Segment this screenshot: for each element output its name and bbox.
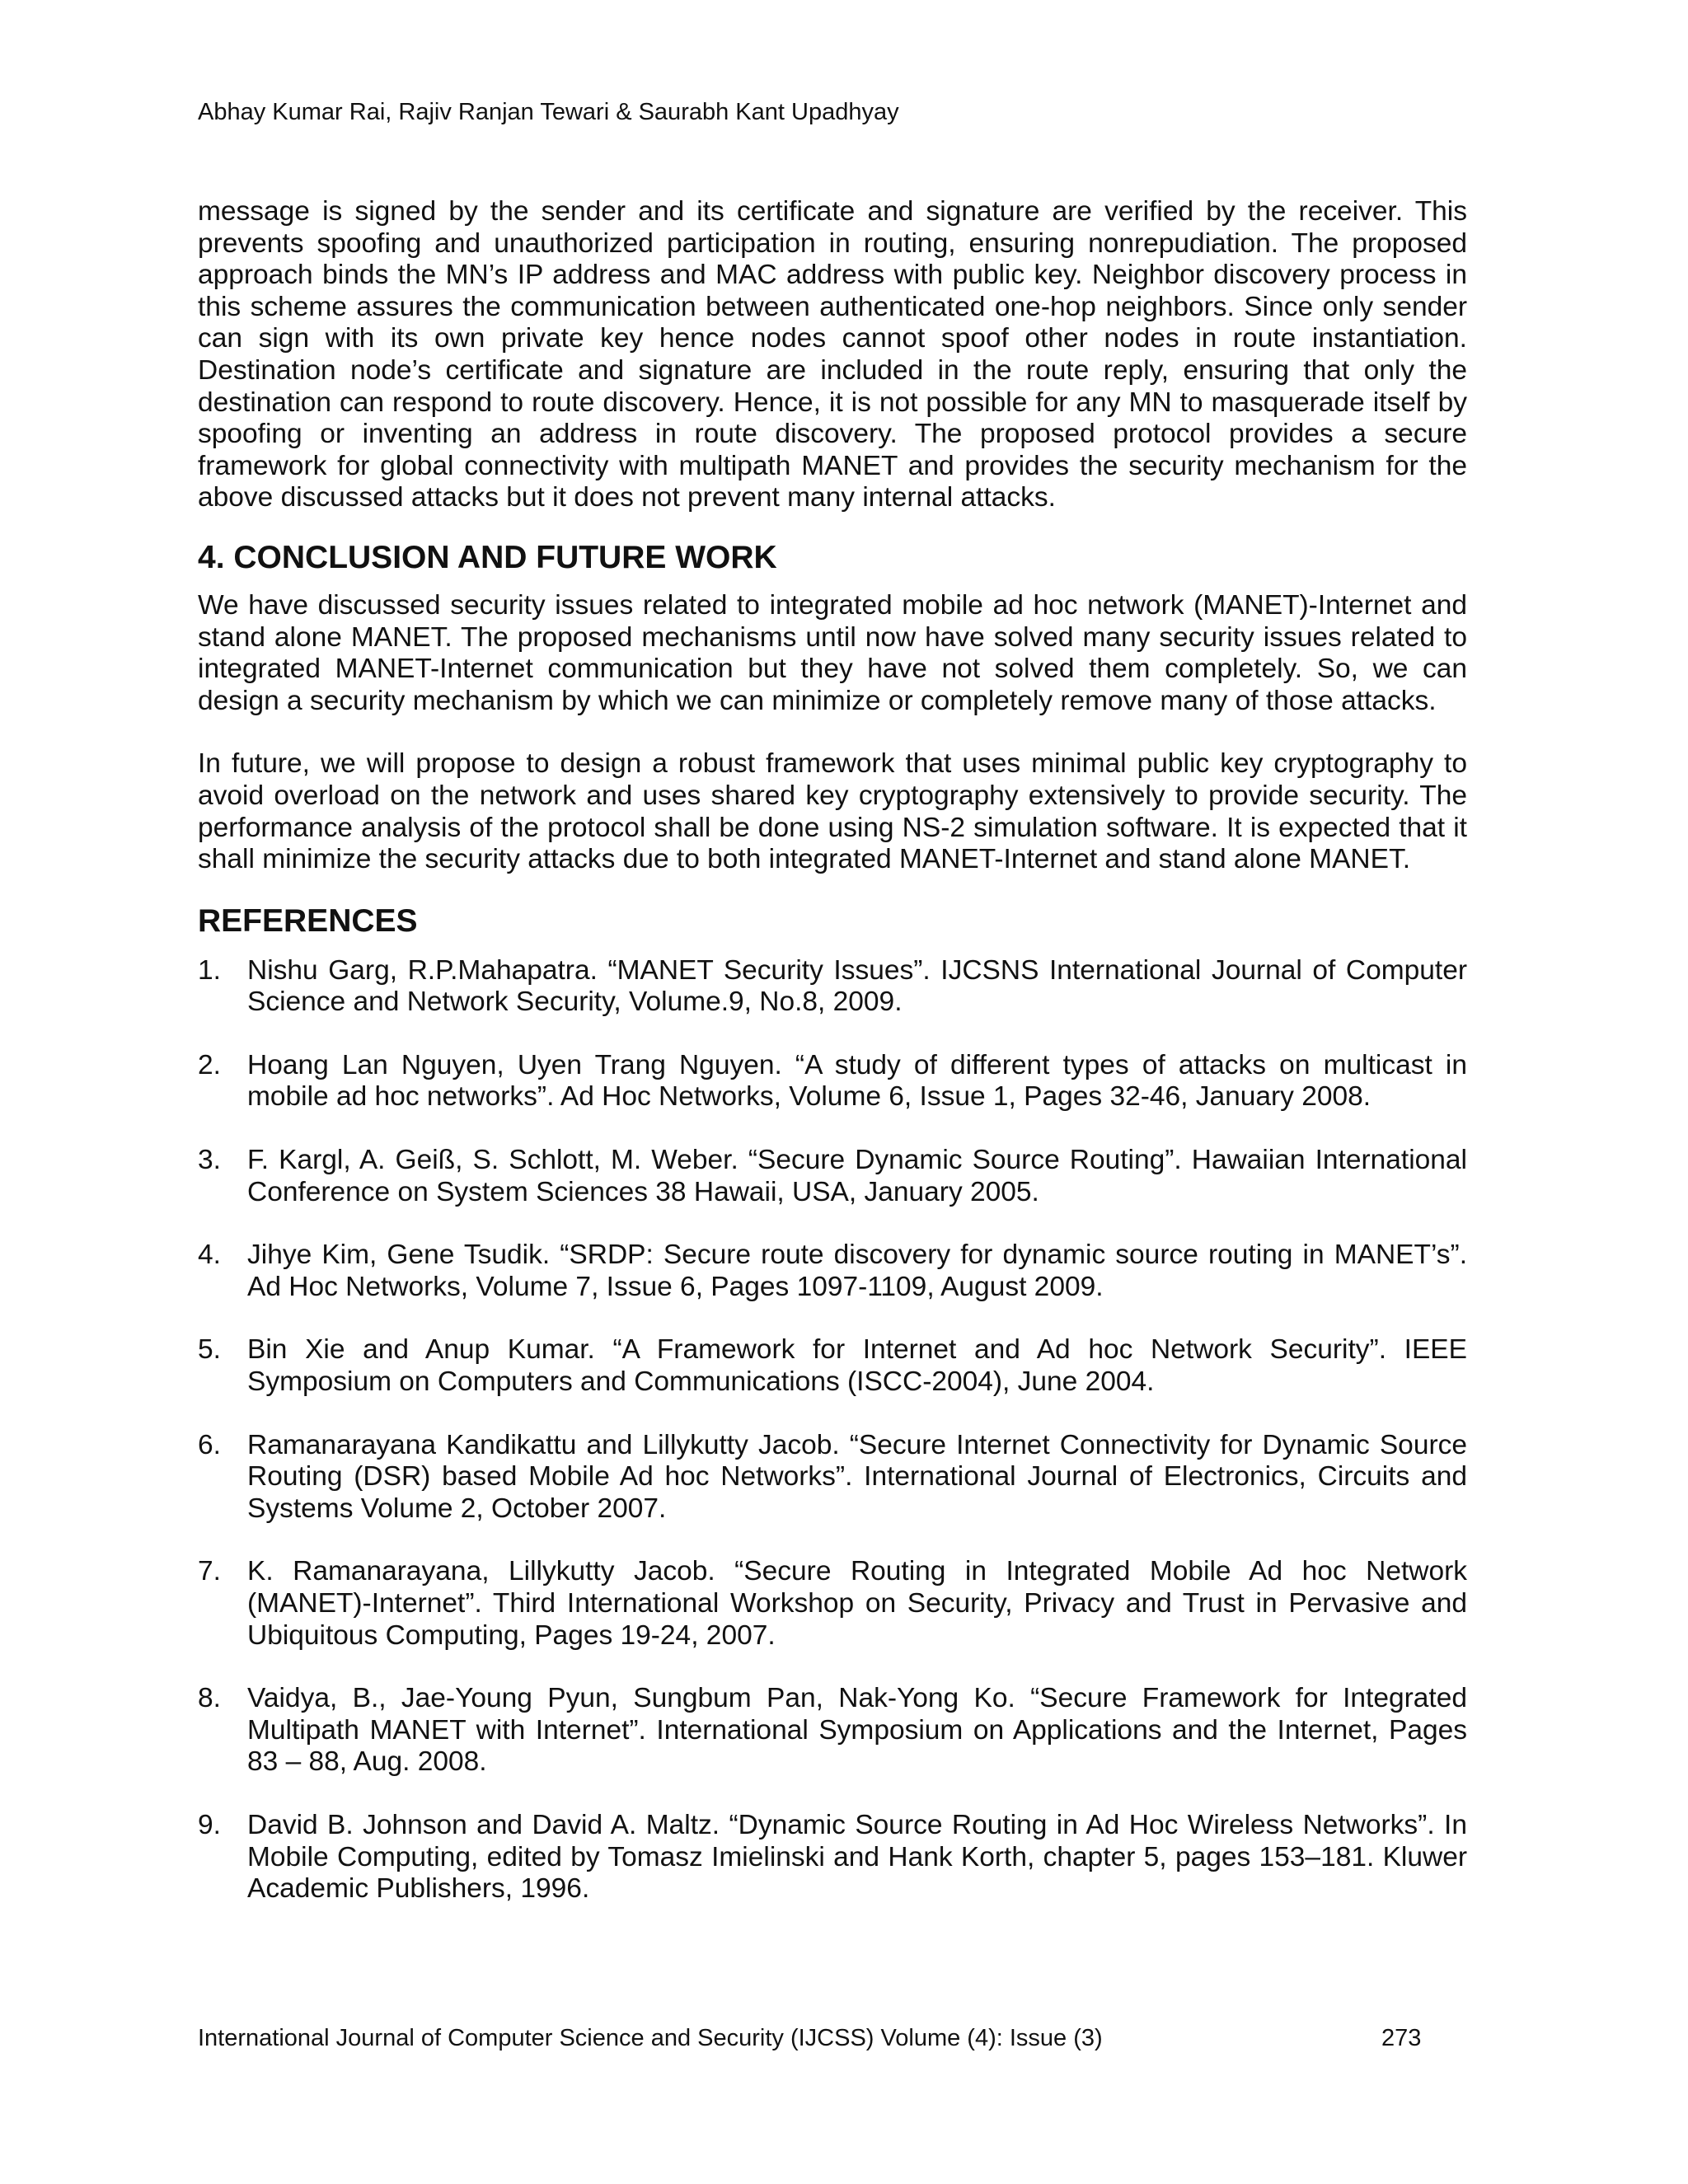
reference-number: 2.	[198, 1049, 221, 1080]
reference-item	[198, 1810, 1467, 1905]
reference-item	[198, 1145, 1467, 1208]
reference-text: David B. Johnson and David A. Maltz. “Dynamic Source Routing in Ad Hoc Wireless Networks”. In Mobile Computing, edited by Tomasz Imielinski and Hank Korth, chapter 5, pages 153–181. Kluwer Academic Publishers, 1996.	[247, 1809, 1467, 1905]
reference-number: 6.	[198, 1429, 221, 1460]
conclusion-paragraph-2: In future, we will propose to design a robust framework that uses minimal public key cryptography to avoid overload on the network and uses shared key cryptography extensively to provide security. The performance analysis of the protocol shall be done using NS-2 simulation software. It is expected that it shall minimize the security attacks due to both integrated MANET-Internet and stand alone MANET.	[198, 748, 1467, 875]
reference-item	[198, 1556, 1467, 1652]
reference-number: 3.	[198, 1145, 221, 1176]
footer-journal-info: International Journal of Computer Science and Security (IJCSS) Volume (4): Issue (3)	[198, 2025, 1103, 2051]
reference-text: F. Kargl, A. Geiß, S. Schlott, M. Weber. “Secure Dynamic Source Routing”. Hawaiian International Conference on System Sciences 38 Hawaii, USA, January 2005.	[247, 1145, 1467, 1207]
reference-item	[198, 1240, 1467, 1303]
reference-text: Hoang Lan Nguyen, Uyen Trang Nguyen. “A study of different types of attacks on multicast in mobile ad hoc networks”. Ad Hoc Networks, Volume 6, Issue 1, Pages 32-46, January 2008.	[247, 1049, 1467, 1113]
page-number: 273	[1381, 2025, 1422, 2051]
reference-item	[198, 1334, 1467, 1398]
reference-number: 4.	[198, 1240, 221, 1271]
running-header-authors: Abhay Kumar Rai, Rajiv Ranjan Tewari & Saurabh Kant Upadhyay	[198, 99, 899, 125]
reference-text: Nishu Garg, R.P.Mahapatra. “MANET Security Issues”. IJCSNS International Journal of Computer Science and Network Security, Volume.9, No.8, 2009.	[247, 954, 1467, 1018]
reference-number: 9.	[198, 1809, 221, 1840]
reference-item	[198, 955, 1467, 1019]
reference-text: Ramanarayana Kandikattu and Lillykutty Jacob. “Secure Internet Connectivity for Dynamic Source Routing (DSR) based Mobile Ad hoc Networks”. International Journal of Electronics, Circuits and Systems Volume 2, October 2007.	[247, 1429, 1467, 1524]
reference-number: 5.	[198, 1334, 221, 1366]
conclusion-heading: 4. CONCLUSION AND FUTURE WORK	[198, 539, 777, 575]
references-heading: REFERENCES	[198, 902, 418, 939]
main-content	[198, 196, 1467, 1937]
conclusion-paragraph-1: We have discussed security issues related to integrated mobile ad hoc network (MANET)-Internet and stand alone MANET. The proposed mechanisms until now have solved many security issues related to integrated MANET-Internet communication but they have not solved them completely. So, we can design a security mechanism by which we can minimize or completely remove many of those attacks.	[198, 589, 1467, 716]
intro-paragraph: message is signed by the sender and its certificate and signature are verified by the receiver. This prevents spoofing and unauthorized participation in routing, ensuring nonrepudiation. The proposed approach binds the MN’s IP address and MAC address with public key. Neighbor discovery process in this scheme assures the communication between authenticated one-hop neighbors. Since only sender can sign with its own private key hence nodes cannot spoof other nodes in route instantiation. Destination node’s certificate and signature are included in the route reply, ensuring that only the destination can respond to route discovery. Hence, it is not possible for any MN to masquerade itself by spoofing or inventing an address in route discovery. The proposed protocol provides a secure framework for global connectivity with multipath MANET and provides the security mechanism for the above discussed attacks but it does not prevent many internal attacks.	[198, 196, 1467, 513]
reference-number: 7.	[198, 1556, 221, 1587]
reference-item	[198, 1683, 1467, 1779]
reference-number: 8.	[198, 1683, 221, 1714]
reference-list	[198, 955, 1467, 1905]
reference-text: K. Ramanarayana, Lillykutty Jacob. “Secure Routing in Integrated Mobile Ad hoc Network (MANET)-Internet”. Third International Workshop on Security, Privacy and Trust in Pervasive and Ubiquitous Computing, Pages 19-24, 2007.	[247, 1556, 1467, 1651]
reference-item	[198, 1430, 1467, 1526]
reference-text: Vaidya, B., Jae-Young Pyun, Sungbum Pan, Nak-Yong Ko. “Secure Framework for Integrated Multipath MANET with Internet”. International Symposium on Applications and the Internet, Pages 83 – 88, Aug. 2008.	[247, 1683, 1467, 1778]
reference-text: Jihye Kim, Gene Tsudik. “SRDP: Secure route discovery for dynamic source routing in MANET’s”. Ad Hoc Networks, Volume 7, Issue 6, Pages 1097-1109, August 2009.	[247, 1240, 1467, 1302]
reference-item	[198, 1050, 1467, 1113]
reference-text: Bin Xie and Anup Kumar. “A Framework for Internet and Ad hoc Network Security”. IEEE Symposium on Computers and Communications (ISCC-2004), June 2004.	[247, 1334, 1467, 1398]
reference-number: 1.	[198, 954, 221, 986]
